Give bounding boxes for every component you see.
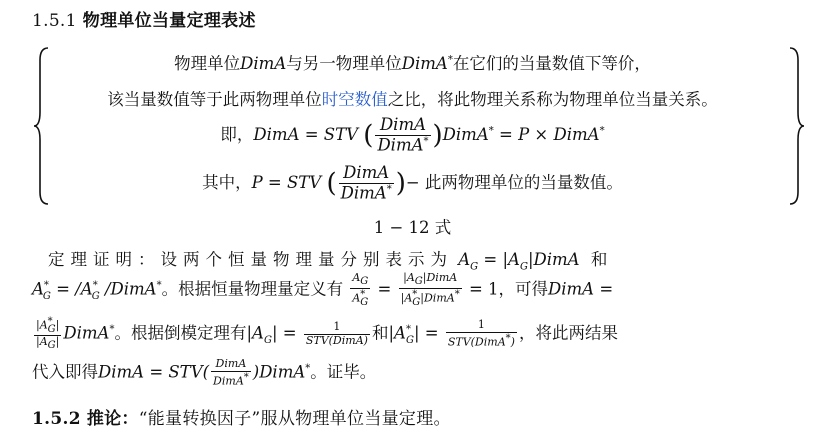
math: |A (246, 323, 264, 343)
subscript: G (42, 290, 51, 302)
statement-line-2 (30, 86, 795, 110)
text: 在它们的当量数值下等价， (452, 54, 651, 73)
numerator: DimA (379, 115, 427, 134)
math: A (458, 250, 471, 269)
fraction: $\frac{|A^*_G|}{|A_G|}$ (36, 316, 60, 352)
statement-line-4: 其中，P = STV ( $\frac{\text{DimA}}{DimA^*}$ )− 此两物理单位的当量数值。 (202, 163, 623, 203)
math: = /A (50, 279, 93, 299)
section-number: 1.5.1 (32, 11, 77, 31)
text: 和 (371, 323, 389, 343)
fraction: $\frac{A_G}{A^*_G}$ (352, 271, 369, 308)
text: ，将此两结果 (518, 323, 618, 343)
math: = |A (478, 250, 520, 269)
math: DimA = STV( (98, 362, 210, 382)
proof-line-4: 代入即得DimA = STV( $\frac{\text{DimA}}{DimA^*}$ )DimA*。证毕。 (32, 357, 377, 388)
math: = P × DimA (493, 125, 600, 145)
text: 与另一物理单位 (286, 54, 402, 73)
text: 。证毕。 (310, 362, 377, 382)
text: 代入即得 (32, 362, 98, 382)
math: P = STV (251, 173, 322, 193)
text: = 1，可得 (463, 279, 549, 299)
math: DimA (63, 323, 110, 343)
fraction: $\frac{1}{STV(DimA^*)}$ (447, 318, 515, 349)
equation-label: 1 − 12 式 (373, 218, 452, 237)
fraction: $\frac{\text{DimA}}{DimA^*}$ (213, 357, 249, 388)
fraction: $\frac{\text{DimA}}{DimA^*}$ (340, 163, 392, 203)
text: 。根据恒量物理量定义有 (161, 279, 344, 299)
subscript: G (470, 261, 479, 273)
section-number: 1.5.2 (32, 409, 81, 429)
fraction: $\frac{\text{DimA}}{DimA^*}$ (377, 115, 429, 155)
text: 其中， (202, 173, 252, 193)
math: /DimA (99, 279, 157, 299)
proof-line-1 (32, 246, 802, 272)
fraction: $\frac{1}{\text{STV(DimA)}}$ (305, 319, 368, 347)
statement-line-1: 物理单位DimA与另一物理单位DimA*在它们的当量数值下等价， (174, 54, 651, 73)
corollary-label: 推论： (86, 409, 139, 429)
math: DimA (401, 54, 448, 73)
corollary-text: “能量转换因子”服从物理单位当量定理。 (138, 409, 451, 429)
math: )DimA (252, 362, 306, 382)
proof-line-2: $A^*_G = /A^*_G$ /DimA*。根据恒量物理量定义有 $\frac{A_G}{A^*_G}$ = $\frac{|A_G|DimA}{|A^*_G|DimA^*}$ = 1，可得DimA = (32, 271, 614, 308)
text: − 此两物理单位的当量数值。 (405, 173, 623, 193)
text: 之比，将此物理关系称为物理单位当量关系。 (387, 90, 718, 109)
math: A (32, 279, 44, 299)
section-title: 物理单位当量定理表述 (82, 11, 256, 31)
text: 和 (590, 250, 608, 269)
spacetime-value-link[interactable]: 时空数值 (321, 90, 388, 109)
subscript: G (519, 261, 528, 273)
statement-line-3: 即，DimA = STV ( $\frac{\text{DimA}}{DimA^*}$ )DimA* = P × DimA* (220, 115, 605, 155)
math: |DimA (527, 250, 580, 269)
proof-line-3: $\frac{|A^*_G|}{|A_G|}$ DimA*。根据倒模定理有$|A_G|$ = $\frac{1}{\text{STV(DimA)}}$ 和$|A^*_G|$ = $\frac{1}{STV(DimA^*)}$ ，将此两结果 (36, 316, 618, 352)
text: 该当量数值等于此两物理单位 (107, 90, 322, 109)
numerator: DimA (343, 163, 390, 182)
text: 即， (220, 125, 254, 145)
section-heading-1-5-2 (32, 404, 451, 429)
math: DimA = (548, 279, 614, 299)
math: DimA (240, 54, 287, 73)
denominator: DimA (377, 135, 424, 155)
math: DimA = STV (253, 125, 359, 145)
section-heading-1-5-1 (32, 6, 256, 31)
math: DimA (442, 125, 489, 145)
denominator: DimA (340, 183, 387, 203)
subscript: G (91, 290, 100, 302)
text: 定理证明：设两个恒量物理量分别表示为 (48, 250, 453, 269)
text: 物理单位 (174, 54, 241, 73)
text: 。根据倒模定理有 (114, 323, 247, 343)
fraction: $\frac{|A_G|DimA}{|A^*_G|DimA^*}$ (400, 271, 460, 308)
math: |A (388, 323, 406, 343)
